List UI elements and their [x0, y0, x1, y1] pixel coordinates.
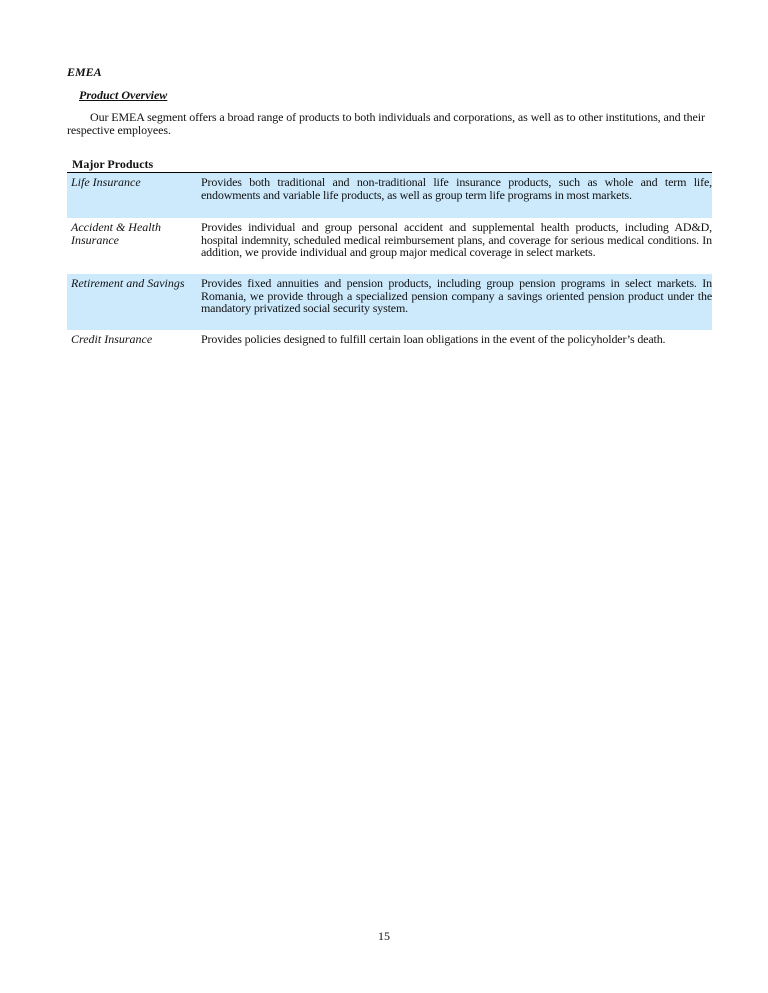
- product-name: Credit Insurance: [71, 332, 153, 346]
- table-row: [67, 173, 712, 219]
- table-row: [67, 274, 712, 330]
- product-name: Accident & Health Insurance: [71, 220, 161, 247]
- product-name: Life Insurance: [71, 175, 141, 189]
- product-description: Provides individual and group personal accident and supplemental health products, including AD&D, hospital indemnity, scheduled medical reimbursement plans, and coverage for serious medical conditions. In addition, we provide individual and group major medical coverage in select markets.: [201, 220, 712, 259]
- subsection-title: Product Overview: [79, 88, 168, 102]
- product-description: Provides policies designed to fulfill certain loan obligations in the event of the policyholder’s death.: [201, 332, 666, 346]
- table-row: [67, 330, 712, 349]
- table-row: [67, 218, 712, 274]
- product-description: Provides both traditional and non-traditional life insurance products, such as whole and term life, endowments and variable life products, as well as group term life programs in most markets.: [201, 175, 712, 202]
- product-description: Provides fixed annuities and pension products, including group pension programs in select markets. In Romania, we provide through a specialized pension company a savings oriented pension product under the mandatory privatized social security system.: [201, 276, 712, 315]
- page-number: 15: [378, 929, 390, 943]
- intro-paragraph: Our EMEA segment offers a broad range of products to both individuals and corporations, as well as to other institutions, and their respective employees.: [67, 110, 705, 137]
- major-products-table: [67, 172, 712, 349]
- product-name: Retirement and Savings: [71, 276, 185, 290]
- section-title: EMEA: [67, 65, 102, 79]
- table-header: Major Products: [72, 157, 154, 171]
